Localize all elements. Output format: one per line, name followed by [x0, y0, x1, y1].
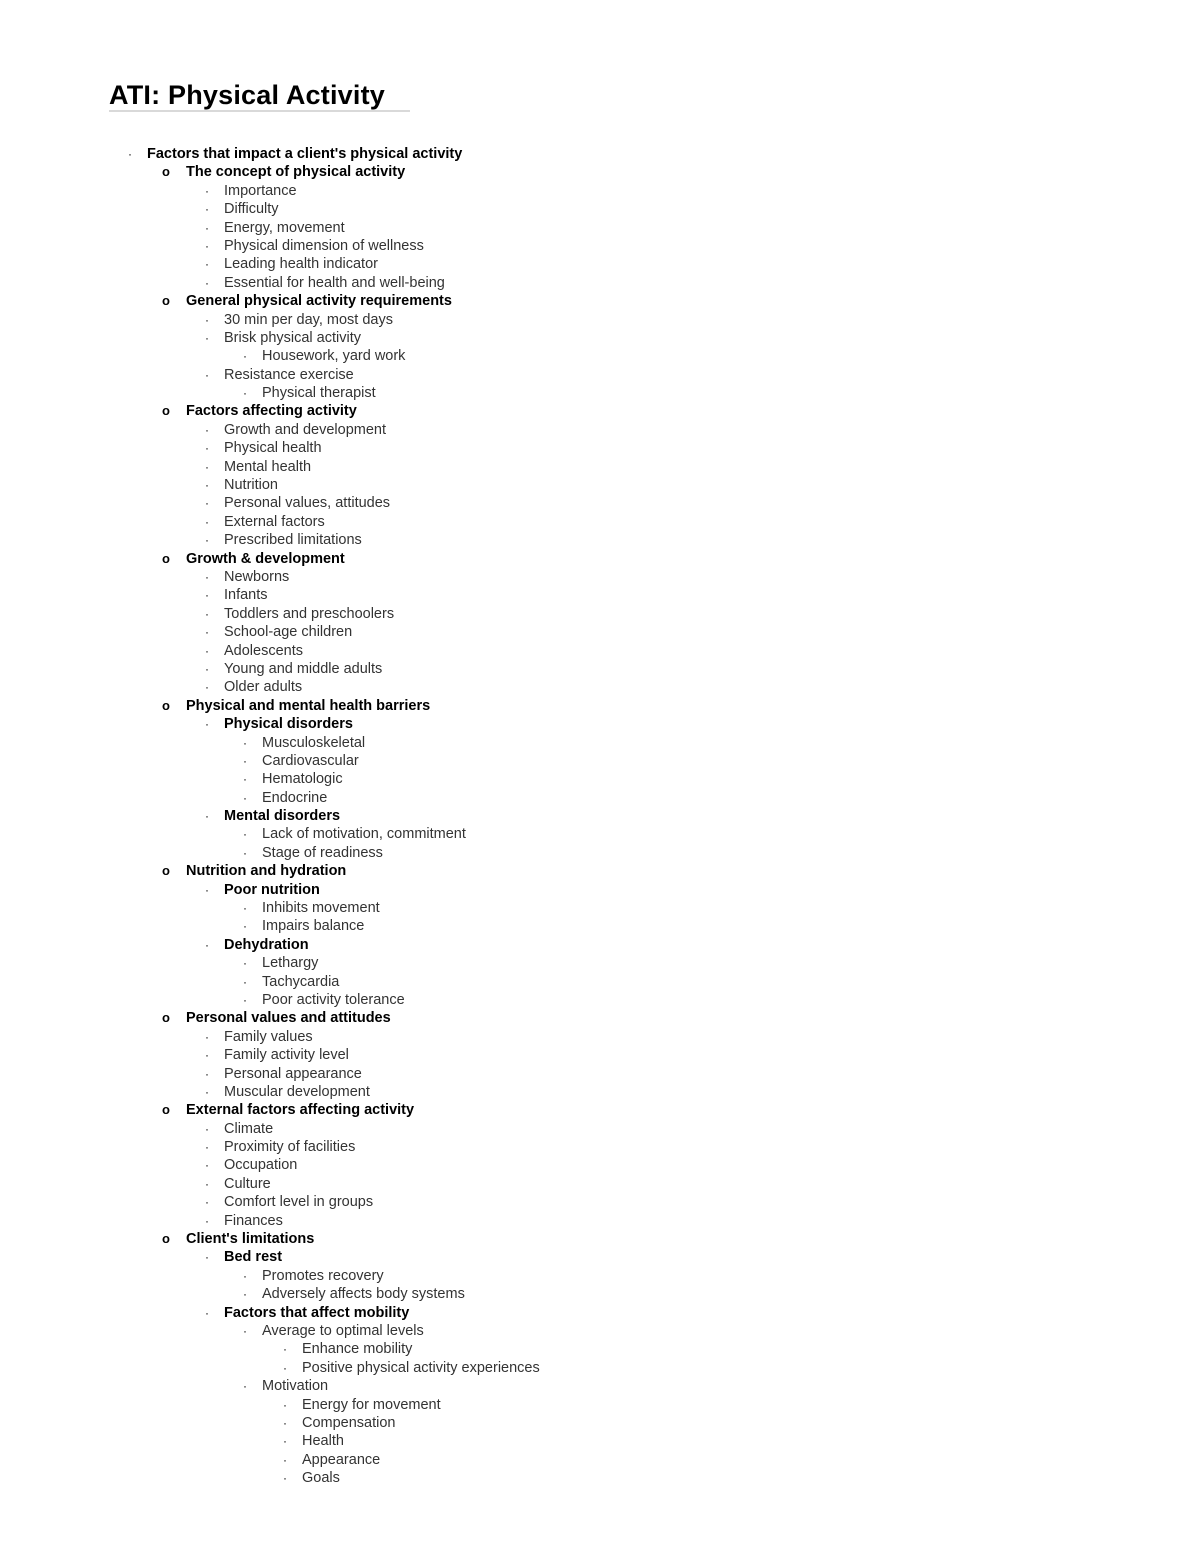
circle-bullet-icon: o — [162, 1010, 170, 1026]
dot-bullet-icon: · — [205, 717, 209, 732]
outline-item — [0, 1028, 1200, 1046]
dot-bullet-icon: · — [243, 1324, 247, 1338]
outline-item — [0, 1230, 1200, 1248]
outline-list — [0, 145, 1200, 1488]
outline-item — [0, 237, 1200, 255]
outline-item — [0, 568, 1200, 586]
outline-item-text: Appearance — [302, 1451, 381, 1468]
outline-item — [0, 715, 1200, 733]
circle-bullet-icon: o — [162, 550, 170, 566]
outline-item-text: Endocrine — [262, 789, 328, 806]
outline-item — [0, 402, 1200, 420]
dot-bullet-icon: · — [205, 588, 209, 603]
dot-bullet-icon: · — [205, 661, 209, 676]
outline-item — [0, 182, 1200, 200]
outline-item-text: Physical and mental health barriers — [186, 697, 431, 714]
dot-bullet-icon: · — [243, 1379, 247, 1394]
outline-item — [0, 642, 1200, 660]
outline-item-text: Stage of readiness — [262, 844, 383, 861]
dot-bullet-icon: · — [283, 1415, 287, 1430]
circle-bullet-icon: o — [162, 1102, 170, 1118]
outline-item-text: 30 min per day, most days — [224, 311, 393, 328]
outline-item-text: Nutrition and hydration — [186, 863, 347, 880]
outline-item — [0, 329, 1200, 347]
outline-item — [0, 145, 1200, 163]
outline-item — [0, 1304, 1200, 1322]
outline-item-text: Factors that impact a client's physical activity — [147, 146, 463, 162]
outline-item-text: Physical dimension of wellness — [224, 237, 424, 254]
dot-bullet-icon: · — [205, 1305, 209, 1320]
outline-item-text: Prescribed limitations — [224, 532, 362, 549]
dot-bullet-icon: · — [205, 680, 209, 695]
dot-bullet-icon: · — [205, 202, 209, 217]
outline-item-text: Compensation — [302, 1414, 396, 1431]
dot-bullet-icon: · — [205, 257, 209, 272]
outline-item — [0, 1469, 1200, 1487]
dot-bullet-icon: · — [205, 809, 209, 824]
outline-item — [0, 1083, 1200, 1101]
outline-item-text: Poor activity tolerance — [262, 991, 405, 1008]
dot-bullet-icon: · — [283, 1397, 287, 1412]
outline-item-text: Muscular development — [224, 1083, 370, 1100]
outline-item — [0, 697, 1200, 715]
dot-bullet-icon: · — [128, 147, 132, 161]
outline-item-text: Proximity of facilities — [224, 1139, 356, 1156]
outline-item — [0, 274, 1200, 292]
dot-bullet-icon: · — [205, 496, 209, 511]
outline-item — [0, 1065, 1200, 1083]
outline-item — [0, 1138, 1200, 1156]
outline-item-text: Family activity level — [224, 1047, 349, 1064]
outline-item — [0, 1396, 1200, 1414]
dot-bullet-icon: · — [205, 1195, 209, 1210]
outline-item-text: Older adults — [224, 679, 303, 696]
dot-bullet-icon: · — [205, 514, 209, 529]
dot-bullet-icon: · — [243, 753, 247, 768]
outline-item — [0, 366, 1200, 384]
dot-bullet-icon: · — [283, 1434, 287, 1449]
outline-item-text: Goals — [302, 1470, 340, 1487]
dot-bullet-icon: · — [205, 330, 209, 345]
outline-item — [0, 1414, 1200, 1432]
outline-item-text: Adversely affects body systems — [262, 1286, 465, 1303]
dot-bullet-icon: · — [205, 1121, 209, 1136]
dot-bullet-icon: · — [205, 569, 209, 584]
outline-item-text: Hematologic — [262, 771, 343, 788]
outline-item-text: Personal values, attitudes — [224, 495, 391, 512]
outline-item-text: Poor nutrition — [224, 881, 320, 898]
outline-item-text: Dehydration — [224, 936, 309, 953]
outline-item-text: Average to optimal levels — [262, 1323, 424, 1339]
dot-bullet-icon: · — [243, 386, 247, 401]
outline-item — [0, 1267, 1200, 1285]
dot-bullet-icon: · — [205, 1066, 209, 1081]
outline-item-text: Lack of motivation, commitment — [262, 826, 466, 843]
dot-bullet-icon: · — [205, 1213, 209, 1228]
outline-item-text: Musculoskeletal — [262, 734, 366, 751]
outline-item — [0, 347, 1200, 365]
outline-item-text: Impairs balance — [262, 918, 365, 935]
outline-item-text: Difficulty — [224, 201, 279, 218]
outline-item-text: Resistance exercise — [224, 366, 354, 383]
dot-bullet-icon: · — [205, 882, 209, 897]
outline-item-text: Physical health — [224, 440, 322, 457]
dot-bullet-icon: · — [283, 1452, 287, 1467]
circle-bullet-icon: o — [162, 164, 170, 180]
outline-item — [0, 550, 1200, 568]
outline-item-text: Brisk physical activity — [224, 329, 361, 346]
dot-bullet-icon: · — [205, 937, 209, 952]
outline-item — [0, 899, 1200, 917]
page-title: ATI: Physical Activity — [109, 80, 385, 110]
title-underline — [109, 110, 410, 112]
outline-item — [0, 311, 1200, 329]
dot-bullet-icon: · — [283, 1342, 287, 1357]
dot-bullet-icon: · — [205, 312, 209, 327]
outline-item — [0, 494, 1200, 512]
outline-item — [0, 734, 1200, 752]
circle-bullet-icon: o — [162, 1231, 170, 1247]
dot-bullet-icon: · — [243, 1268, 247, 1283]
outline-item-text: Occupation — [224, 1157, 298, 1174]
outline-item-text: Factors that affect mobility — [224, 1304, 410, 1321]
outline-item — [0, 439, 1200, 457]
dot-bullet-icon: · — [205, 606, 209, 621]
outline-item — [0, 991, 1200, 1009]
circle-bullet-icon: o — [162, 697, 170, 713]
outline-item-text: Culture — [224, 1175, 271, 1192]
outline-item-text: Personal appearance — [224, 1065, 362, 1082]
outline-item — [0, 623, 1200, 641]
dot-bullet-icon: · — [243, 772, 247, 787]
outline-item — [0, 605, 1200, 623]
outline-item — [0, 1120, 1200, 1138]
dot-bullet-icon: · — [205, 183, 209, 198]
dot-bullet-icon: · — [205, 238, 209, 253]
outline-item-text: Enhance mobility — [302, 1341, 413, 1358]
circle-bullet-icon: o — [162, 293, 170, 309]
outline-item-text: Comfort level in groups — [224, 1194, 374, 1211]
dot-bullet-icon: · — [205, 422, 209, 437]
outline-item — [0, 1175, 1200, 1193]
dot-bullet-icon: · — [205, 1250, 209, 1265]
outline-item — [0, 1451, 1200, 1469]
dot-bullet-icon: · — [205, 1048, 209, 1063]
outline-item-text: Inhibits movement — [262, 900, 380, 917]
outline-item — [0, 421, 1200, 439]
dot-bullet-icon: · — [243, 735, 247, 750]
outline-item — [0, 862, 1200, 880]
outline-item — [0, 752, 1200, 770]
outline-item — [0, 292, 1200, 310]
dot-bullet-icon: · — [243, 901, 247, 916]
outline-item — [0, 1248, 1200, 1266]
outline-item-text: Mental health — [224, 458, 312, 475]
outline-item-text: External factors affecting activity — [186, 1102, 415, 1119]
dot-bullet-icon: · — [243, 992, 247, 1007]
outline-item — [0, 200, 1200, 218]
outline-item-text: Lethargy — [262, 955, 319, 972]
dot-bullet-icon: · — [283, 1471, 287, 1486]
outline-item-text: Energy for movement — [302, 1396, 441, 1413]
outline-item-text: Housework, yard work — [262, 348, 406, 365]
dot-bullet-icon: · — [243, 919, 247, 934]
outline-item-text: Finances — [224, 1212, 283, 1229]
outline-item — [0, 531, 1200, 549]
outline-item — [0, 1101, 1200, 1119]
outline-item — [0, 1432, 1200, 1450]
outline-item — [0, 1377, 1200, 1395]
dot-bullet-icon: · — [205, 1084, 209, 1099]
outline-item — [0, 917, 1200, 935]
outline-item — [0, 586, 1200, 604]
dot-bullet-icon: · — [243, 349, 247, 364]
dot-bullet-icon: · — [243, 790, 247, 805]
dot-bullet-icon: · — [205, 643, 209, 658]
outline-item-text: Toddlers and preschoolers — [224, 605, 395, 622]
outline-item-text: Growth & development — [186, 550, 345, 567]
outline-item — [0, 1322, 1200, 1340]
outline-item-text: Energy, movement — [224, 219, 345, 236]
dot-bullet-icon: · — [205, 1158, 209, 1173]
outline-item — [0, 1156, 1200, 1174]
outline-item — [0, 660, 1200, 678]
outline-item — [0, 973, 1200, 991]
outline-item — [0, 1009, 1200, 1027]
outline-item-text: Cardiovascular — [262, 752, 359, 769]
outline-item — [0, 954, 1200, 972]
outline-item — [0, 844, 1200, 862]
outline-item-text: Adolescents — [224, 642, 303, 659]
outline-item-text: Motivation — [262, 1378, 329, 1395]
dot-bullet-icon: · — [205, 1140, 209, 1155]
dot-bullet-icon: · — [205, 459, 209, 474]
outline-item-text: Client's limitations — [186, 1231, 315, 1248]
outline-item — [0, 1046, 1200, 1064]
outline-item-text: Family values — [224, 1028, 313, 1045]
outline-item-text: Essential for health and well-being — [224, 274, 445, 291]
outline-item — [0, 219, 1200, 237]
dot-bullet-icon: · — [243, 956, 247, 971]
outline-item — [0, 476, 1200, 494]
outline-item — [0, 458, 1200, 476]
outline-item-text: Promotes recovery — [262, 1267, 384, 1284]
outline-item — [0, 163, 1200, 181]
outline-item — [0, 255, 1200, 273]
outline-item-text: Mental disorders — [224, 808, 341, 825]
outline-item — [0, 881, 1200, 899]
outline-item-text: Positive physical activity experiences — [302, 1359, 540, 1376]
dot-bullet-icon: · — [205, 533, 209, 548]
dot-bullet-icon: · — [205, 441, 209, 456]
outline-item-text: Health — [302, 1433, 344, 1450]
dot-bullet-icon: · — [205, 275, 209, 290]
outline-item — [0, 770, 1200, 788]
outline-item — [0, 1193, 1200, 1211]
outline-item-text: Importance — [224, 182, 297, 199]
outline-item-text: Tachycardia — [262, 973, 340, 990]
outline-item-text: Personal values and attitudes — [186, 1010, 391, 1027]
outline-item — [0, 1340, 1200, 1358]
dot-bullet-icon: · — [205, 367, 209, 382]
dot-bullet-icon: · — [243, 974, 247, 989]
dot-bullet-icon: · — [243, 827, 247, 842]
outline-item-text: Infants — [224, 587, 268, 604]
outline-item-text: Physical disorders — [224, 716, 353, 733]
outline-item-text: Leading health indicator — [224, 256, 378, 273]
outline-item-text: Growth and development — [224, 421, 387, 438]
dot-bullet-icon: · — [283, 1360, 287, 1375]
outline-item — [0, 1359, 1200, 1377]
outline-item — [0, 825, 1200, 843]
dot-bullet-icon: · — [205, 1176, 209, 1191]
outline-item-text: School-age children — [224, 624, 353, 641]
outline-item-text: Factors affecting activity — [186, 403, 357, 420]
dot-bullet-icon: · — [243, 845, 247, 860]
outline-item-text: General physical activity requirements — [186, 293, 452, 310]
dot-bullet-icon: · — [205, 625, 209, 640]
outline-item — [0, 789, 1200, 807]
dot-bullet-icon: · — [243, 1287, 247, 1302]
outline-item — [0, 513, 1200, 531]
outline-item-text: Newborns — [224, 568, 290, 585]
outline-item-text: Nutrition — [224, 477, 278, 494]
outline-item — [0, 1285, 1200, 1303]
outline-item — [0, 678, 1200, 696]
dot-bullet-icon: · — [205, 1029, 209, 1044]
outline-item-text: Young and middle adults — [224, 660, 383, 677]
outline-item-text: External factors — [224, 513, 325, 530]
outline-item — [0, 936, 1200, 954]
outline-item — [0, 807, 1200, 825]
outline-item — [0, 384, 1200, 402]
outline-item-text: Physical therapist — [262, 385, 376, 402]
outline-item-text: Climate — [224, 1120, 274, 1137]
dot-bullet-icon: · — [205, 478, 209, 493]
outline-item — [0, 1212, 1200, 1230]
circle-bullet-icon: o — [162, 863, 170, 879]
dot-bullet-icon: · — [205, 220, 209, 235]
outline-item-text: Bed rest — [224, 1249, 283, 1266]
outline-item-text: The concept of physical activity — [186, 164, 406, 181]
circle-bullet-icon: o — [162, 403, 170, 419]
